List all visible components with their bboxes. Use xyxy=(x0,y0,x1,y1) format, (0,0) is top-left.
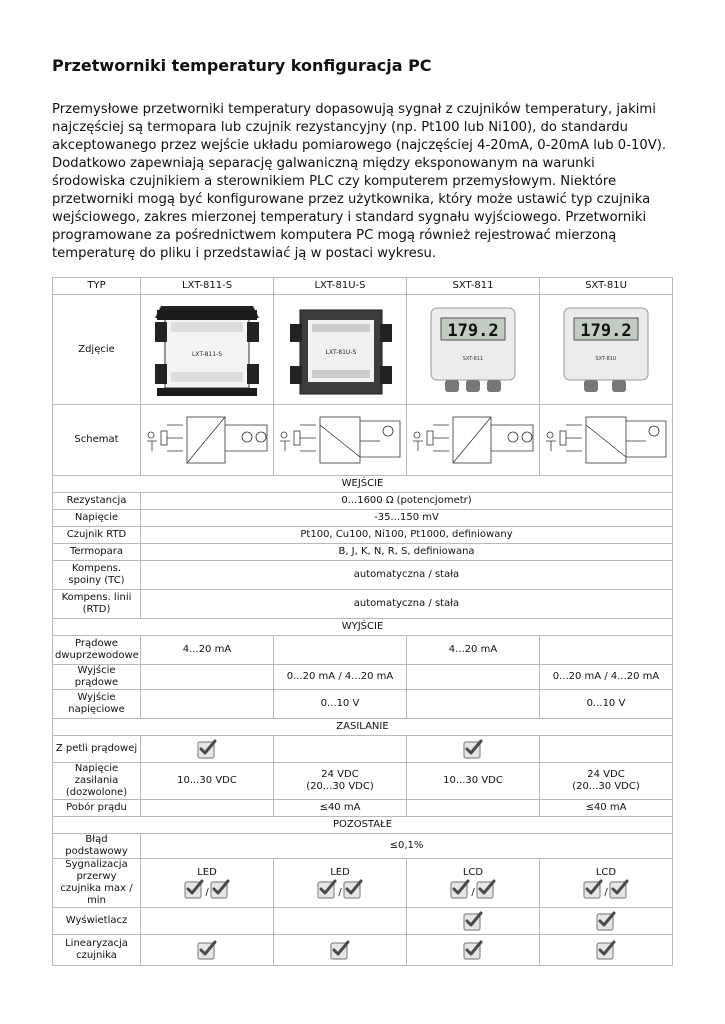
row-value xyxy=(141,935,274,966)
row-value xyxy=(540,736,673,763)
row-value xyxy=(407,800,540,817)
row-value: automatyczna / stała xyxy=(141,590,673,619)
row-label: Pobór prądu xyxy=(53,800,141,817)
row-value xyxy=(274,636,407,665)
row-value: 24 VDC (20...30 VDC) xyxy=(540,763,673,800)
spec-table xyxy=(52,277,673,966)
section-title: POZOSTAŁE xyxy=(53,817,673,834)
row-label: Wyjście prądowe xyxy=(53,665,141,690)
row-value: 0...1600 Ω (potencjometr) xyxy=(141,493,673,510)
wiring-schematic xyxy=(274,405,407,476)
table-row-photo xyxy=(53,295,673,405)
table-row-type xyxy=(53,278,673,295)
checkmark-icon xyxy=(596,940,616,960)
row-value xyxy=(141,859,274,908)
row-value xyxy=(141,800,274,817)
row-label: Linearyzacja czujnika xyxy=(53,935,141,966)
slash-separator: / xyxy=(604,887,608,898)
lcd-display: 179.2 xyxy=(580,320,632,341)
checkmark-icon xyxy=(450,879,470,899)
row-value xyxy=(407,736,540,763)
table-row xyxy=(53,908,673,935)
row-value xyxy=(141,690,274,719)
checkmark-icon xyxy=(596,911,616,931)
checkmark-icon xyxy=(343,879,363,899)
checkmark-icon xyxy=(463,739,483,759)
row-label: Termopara xyxy=(53,544,141,561)
row-value xyxy=(407,859,540,908)
checkmark-icon xyxy=(330,940,350,960)
table-row xyxy=(53,590,673,619)
row-value: automatyczna / stała xyxy=(141,561,673,590)
row-label: TYP xyxy=(53,278,141,295)
checkmark-icon xyxy=(476,879,496,899)
row-value xyxy=(540,636,673,665)
row-label: Napięcie zasilania (dozwolone) xyxy=(53,763,141,800)
checkmark-icon xyxy=(463,940,483,960)
device-label: SXT-81U xyxy=(595,355,617,362)
table-row xyxy=(53,527,673,544)
section-header-output xyxy=(53,619,673,636)
table-row xyxy=(53,859,673,908)
checkmark-icon xyxy=(463,911,483,931)
lcd-display: 179.2 xyxy=(447,320,499,341)
device-label: SXT-811 xyxy=(462,355,484,362)
table-row xyxy=(53,544,673,561)
row-value xyxy=(141,665,274,690)
row-value xyxy=(540,859,673,908)
row-label: Z petli prądowej xyxy=(53,736,141,763)
table-row xyxy=(53,493,673,510)
table-row xyxy=(53,636,673,665)
row-value xyxy=(141,908,274,935)
table-row xyxy=(53,834,673,859)
section-header-power xyxy=(53,719,673,736)
page-title: Przetworniki temperatury konfiguracja PC xyxy=(52,56,432,75)
model-name: SXT-811 xyxy=(407,278,540,295)
table-row xyxy=(53,800,673,817)
checkmark-icon xyxy=(197,739,217,759)
row-value xyxy=(141,736,274,763)
wiring-schematic xyxy=(141,405,274,476)
row-label: Schemat xyxy=(53,405,141,476)
row-value xyxy=(540,935,673,966)
signal-type: LED xyxy=(197,867,217,878)
row-value: ≤0,1% xyxy=(141,834,673,859)
table-row xyxy=(53,935,673,966)
device-photo xyxy=(407,295,540,405)
row-value xyxy=(274,935,407,966)
checkmark-icon xyxy=(583,879,603,899)
row-value: ≤40 mA xyxy=(274,800,407,817)
signal-type: LED xyxy=(330,867,350,878)
table-row xyxy=(53,736,673,763)
row-value: 10...30 VDC xyxy=(407,763,540,800)
slash-separator: / xyxy=(205,887,209,898)
wiring-schematic xyxy=(540,405,673,476)
table-row xyxy=(53,763,673,800)
slash-separator: / xyxy=(338,887,342,898)
section-title: ZASILANIE xyxy=(53,719,673,736)
device-photo xyxy=(141,295,274,405)
row-label: Rezystancja xyxy=(53,493,141,510)
slash-separator: / xyxy=(471,887,475,898)
checkmark-icon xyxy=(317,879,337,899)
section-title: WYJŚCIE xyxy=(53,619,673,636)
row-value: B, J, K, N, R, S, definiowana xyxy=(141,544,673,561)
checkmark-icon xyxy=(197,940,217,960)
table-row xyxy=(53,690,673,719)
model-name: SXT-81U xyxy=(540,278,673,295)
row-value xyxy=(540,908,673,935)
row-label: Zdjęcie xyxy=(53,295,141,405)
section-title: WEJŚCIE xyxy=(53,476,673,493)
signal-type: LCD xyxy=(595,867,617,878)
row-value: 0...20 mA / 4...20 mA xyxy=(540,665,673,690)
row-value xyxy=(274,736,407,763)
row-label: Błąd podstawowy xyxy=(53,834,141,859)
checkmark-icon xyxy=(609,879,629,899)
row-value: 0...20 mA / 4...20 mA xyxy=(274,665,407,690)
row-value: 0...10 V xyxy=(540,690,673,719)
device-label: LXT-811-S xyxy=(191,350,223,358)
model-name: LXT-811-S xyxy=(141,278,274,295)
table-row-schema xyxy=(53,405,673,476)
row-value: 4...20 mA xyxy=(407,636,540,665)
row-value xyxy=(407,908,540,935)
row-label: Kompens. spoiny (TC) xyxy=(53,561,141,590)
section-header-input xyxy=(53,476,673,493)
row-label: Wyjście napięciowe xyxy=(53,690,141,719)
row-value: 4...20 mA xyxy=(141,636,274,665)
row-value: 0...10 V xyxy=(274,690,407,719)
model-name: LXT-81U-S xyxy=(274,278,407,295)
signal-type: LCD xyxy=(462,867,484,878)
device-label: LXT-81U-S xyxy=(325,348,357,356)
table-row xyxy=(53,665,673,690)
row-value xyxy=(274,859,407,908)
table-row xyxy=(53,561,673,590)
intro-paragraph: Przemysłowe przetworniki temperatury dopasowują sygnał z czujników temperatury, jakimi najczęściej są termopara lub czujnik rezystancyjny (np. Pt100 lub Ni100), do standardu akceptowanego przez wejście układu pomiarowego (najczęściej 4-20mA, 0-20mA lub 0-10V). Dodatkowo zapewniają separację galwaniczną między eksponowanym na warunki środowiska czujnikiem a sterownikiem PLC czy komputerem przemysłowym. Niektóre przetworniki mogą być konfigurowane przez użytkownika, który może ustawić typ czujnika wejściowego, zakres mierzonej temperatury i standard sygnału wyjściowego. Przetworniki programowane za pośrednictwem komputera PC mogą również rejestrować mierzoną temperaturę do pliku i przedstawiać ją w postaci wykresu. xyxy=(52,102,667,261)
wiring-schematic xyxy=(407,405,540,476)
row-value xyxy=(274,908,407,935)
row-label: Prądowe dwuprzewodowe xyxy=(53,636,141,665)
row-value: Pt100, Cu100, Ni100, Pt1000, definiowany xyxy=(141,527,673,544)
section-header-other xyxy=(53,817,673,834)
table-row xyxy=(53,510,673,527)
row-value xyxy=(407,690,540,719)
row-value: -35...150 mV xyxy=(141,510,673,527)
checkmark-icon xyxy=(210,879,230,899)
device-photo xyxy=(540,295,673,405)
row-label: Sygnalizacja przerwy czujnika max / min xyxy=(53,859,141,908)
row-label: Wyświetlacz xyxy=(53,908,141,935)
device-photo xyxy=(274,295,407,405)
row-label: Kompens. linii (RTD) xyxy=(53,590,141,619)
checkmark-icon xyxy=(184,879,204,899)
row-value xyxy=(407,665,540,690)
row-value xyxy=(407,935,540,966)
row-value: 10...30 VDC xyxy=(141,763,274,800)
row-value: 24 VDC (20...30 VDC) xyxy=(274,763,407,800)
row-label: Czujnik RTD xyxy=(53,527,141,544)
row-label: Napięcie xyxy=(53,510,141,527)
row-value: ≤40 mA xyxy=(540,800,673,817)
